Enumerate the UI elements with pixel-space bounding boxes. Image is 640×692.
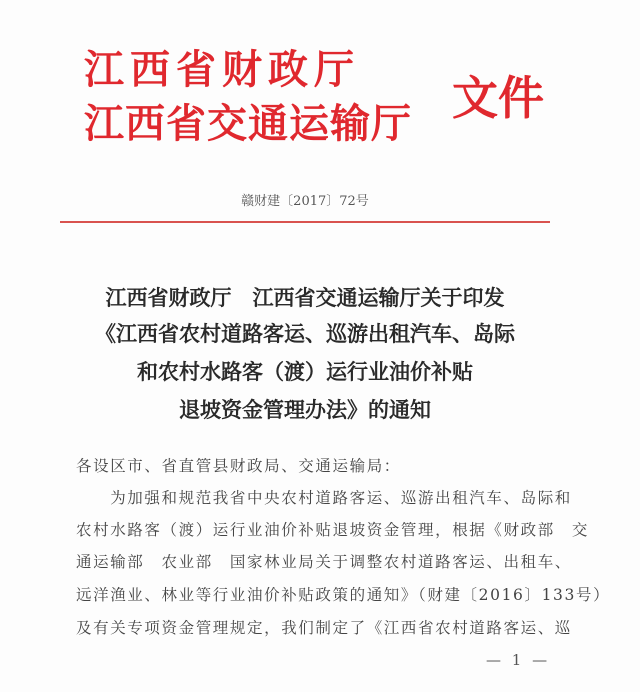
page-number: — 1 — [486,651,551,669]
title-line: 退坡资金管理办法》的通知 [179,397,431,422]
title-line: 江西省财政厅 江西省交通运输厅关于印发 [105,285,505,310]
title-line: 《江西省农村道路客运、巡游出租汽车、岛际 [95,321,515,346]
body-line: 农村水路客（渡）运行业油价补贴退坡资金管理，根据《财政部 交 [76,521,590,539]
issuer-line-finance: 江西省财政厅 [84,47,360,93]
header-divider [60,221,550,223]
header-suffix: 文件 [452,71,544,125]
issuer-line-transport: 江西省交通运输厅 [84,101,412,147]
body-line: 远洋渔业、林业等行业油价补贴政策的通知》（财建〔2016〕133号） [76,586,611,604]
body-line: 通运输部 农业部 国家林业局关于调整农村道路客运、出租车、 [76,553,572,571]
salutation: 各设区市、省直管县财政局、交通运输局： [76,457,401,475]
document-number: 赣财建〔2017〕72号 [241,194,369,209]
title-line: 和农村水路客（渡）运行业油价补贴 [137,359,473,384]
body-line: 为加强和规范我省中央农村道路客运、巡游出租汽车、岛际和 [76,489,572,507]
body-line: 及有关专项资金管理规定，我们制定了《江西省农村道路客运、巡 [76,619,572,637]
